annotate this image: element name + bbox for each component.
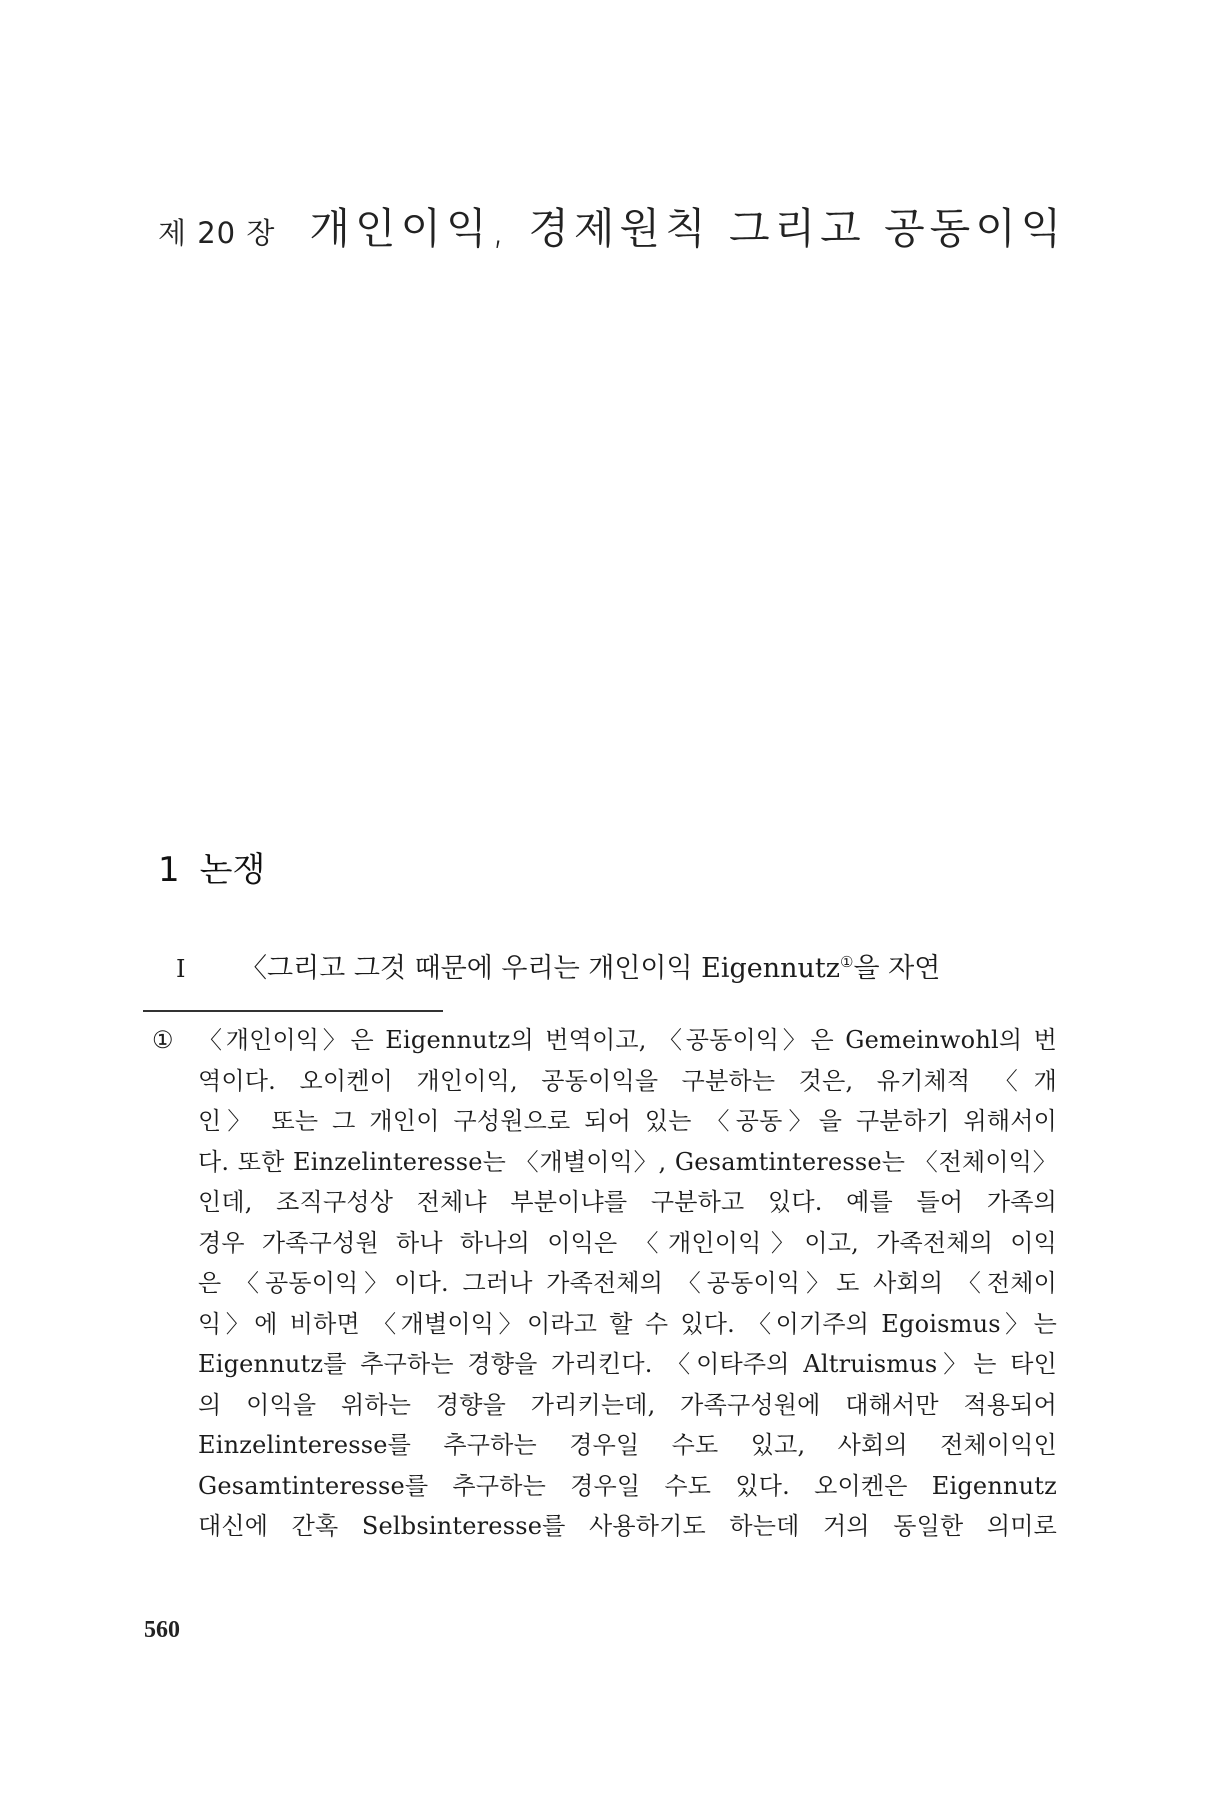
footnote-line: Gesamtinteresse를 추구하는 경우일 수도 있다. 오이켄은 Eigennutz <box>198 1471 1057 1500</box>
paragraph-text-continued: 을 자연 <box>853 953 941 984</box>
footnote-line: 인〉 또는 그 개인이 구성원으로 되어 있는 〈공동〉을 구분하기 위해서이 <box>198 1107 1057 1135</box>
footnote-line: 경우 가족구성원 하나 하나의 이익은 〈개인이익〉이고, 가족전체의 이익 <box>198 1228 1057 1257</box>
body-paragraph <box>176 946 1076 985</box>
footnote-line: 〈개인이익〉은 Eigennutz의 번역이고, 〈공동이익〉은 Gemeinwohl의 번 <box>198 1026 1057 1054</box>
page-number: 560 <box>144 1617 180 1643</box>
section-title: 논쟁 <box>199 850 266 890</box>
chapter-heading: 개인이익, 경제원칙 그리고 공동이익 <box>309 204 1067 253</box>
footnote-line: Eigennutz를 추구하는 경향을 가리킨다. 〈이타주의 Altruismus〉는 타인 <box>198 1350 1057 1378</box>
footnote-line: Einzelinteresse를 추구하는 경우일 수도 있고, 사회의 전체이익인 <box>198 1431 1057 1459</box>
paragraph-text: 〈그리고 그것 때문에 우리는 개인이익 Eigennutz <box>240 953 840 984</box>
footnote-line: 익〉에 비하면 〈개별이익〉이라고 할 수 있다. 〈이기주의 Egoismus〉는 <box>198 1309 1057 1338</box>
chapter-title <box>158 196 1067 256</box>
section-number: 1 <box>158 850 180 890</box>
footnote-line: 인데, 조직구성상 전체냐 부분이냐를 구분하고 있다. 예를 들어 가족의 <box>198 1188 1057 1216</box>
footnote-marker: ① <box>152 1026 174 1054</box>
footnote-body <box>198 1020 1057 1547</box>
footnote-line: 다. 또한 Einzelinteresse는 〈개별이익〉, Gesamtinteresse는 〈전체이익〉 <box>198 1147 1057 1176</box>
footnote-line: 의 이익을 위하는 경향을 가리키는데, 가족구성원에 대해서만 적용되어 <box>198 1390 1057 1419</box>
footnote-line: 역이다. 오이켄이 개인이익, 공동이익을 구분하는 것은, 유기체적 〈개 <box>198 1066 1057 1095</box>
paragraph-marker: I <box>176 955 186 983</box>
footnote <box>152 1020 1057 1547</box>
chapter-label: 제 20 장 <box>158 216 276 250</box>
section-heading <box>158 842 265 891</box>
footnote-divider <box>143 1010 443 1012</box>
footnote-line: 대신에 간혹 Selbsinteresse를 사용하기도 하는데 거의 동일한 의미로 <box>198 1512 1057 1540</box>
footnote-reference: ① <box>840 953 854 971</box>
footnote-line: 은 〈공동이익〉이다. 그러나 가족전체의 〈공동이익〉도 사회의 〈전체이 <box>198 1269 1057 1297</box>
